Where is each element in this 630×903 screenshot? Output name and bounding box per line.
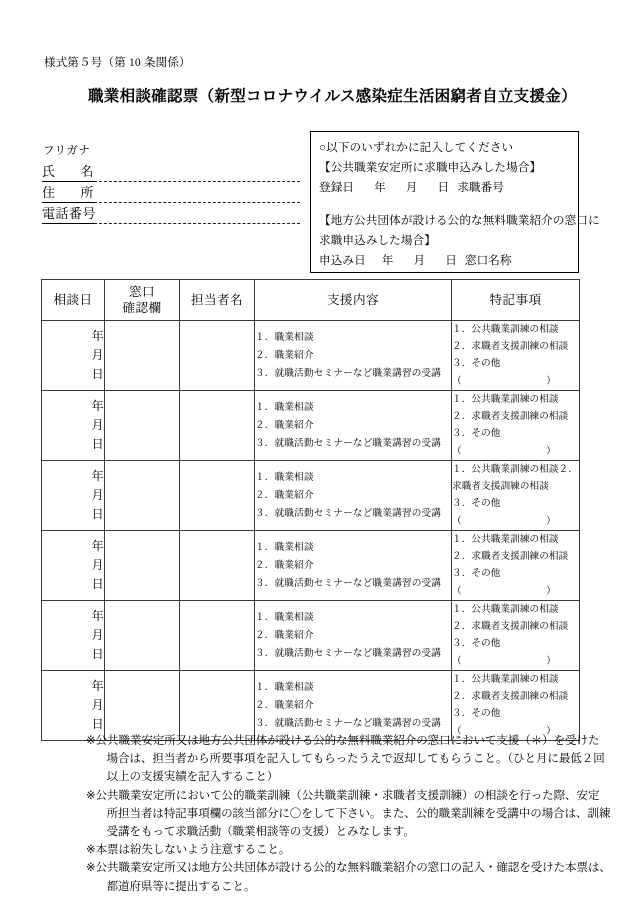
case1-date-label: 登録日 bbox=[319, 181, 355, 194]
instruction-spacer bbox=[319, 198, 570, 211]
cell-special-notes[interactable] bbox=[452, 671, 580, 741]
cell-window-check[interactable] bbox=[105, 671, 180, 741]
date-month: 月 bbox=[91, 628, 104, 642]
address-label bbox=[42, 184, 94, 203]
footnotes bbox=[86, 732, 611, 896]
header-staff-name: 担当者名 bbox=[180, 280, 255, 321]
note-option-3[interactable]: ３．その他 bbox=[452, 498, 501, 509]
cell-support-content[interactable] bbox=[255, 321, 452, 391]
cell-special-notes[interactable] bbox=[452, 461, 580, 531]
cell-window-check[interactable] bbox=[105, 601, 180, 671]
footnote-text bbox=[96, 859, 611, 895]
note-option-1[interactable]: １．公共職業訓練の相談 bbox=[452, 604, 559, 615]
cell-staff-name[interactable] bbox=[180, 461, 255, 531]
note-option-3[interactable]: ３．その他 bbox=[452, 568, 501, 579]
note-option-3[interactable]: ３．その他 bbox=[452, 638, 501, 649]
date-year: 年 bbox=[91, 609, 104, 623]
page-title: 職業相談確認票（新型コロナウイルス感染症生活困窮者自立支援金） bbox=[88, 88, 577, 105]
name-field-row bbox=[42, 161, 300, 182]
phone-input[interactable] bbox=[94, 206, 300, 224]
cell-staff-name[interactable] bbox=[180, 601, 255, 671]
cell-consultation-date[interactable] bbox=[42, 391, 105, 461]
footnote bbox=[86, 859, 611, 895]
date-day: 日 bbox=[91, 717, 104, 731]
case1-entry-line bbox=[319, 178, 570, 198]
footnote-line: 公共職業安定所又は地方公共団体が設ける公的な無料職業紹介の窓口において支援（＊）を受けた bbox=[95, 735, 600, 747]
table-row bbox=[42, 671, 580, 741]
cell-window-check[interactable] bbox=[105, 391, 180, 461]
paren-close: ） bbox=[546, 516, 556, 527]
note-option-2[interactable]: ２．求職者支援訓練の相談 bbox=[452, 621, 569, 632]
case1-heading: 【公共職業安定所に求職申込みした場合】 bbox=[319, 161, 542, 174]
cell-consultation-date[interactable] bbox=[42, 671, 105, 741]
cell-special-notes[interactable] bbox=[452, 321, 580, 391]
instruction-intro: ○以下のいずれかに記入してください bbox=[319, 141, 514, 154]
footnote-line: 場合は、担当者から所要事項を記入してもらったうえで返却してもらうこと。（ひと月に最低２回 bbox=[106, 753, 605, 766]
header-consultation-date: 相談日 bbox=[42, 280, 105, 321]
name-label-char2: 名 bbox=[80, 164, 94, 179]
cell-consultation-date[interactable] bbox=[42, 601, 105, 671]
case2-heading-line1: 【地方公共団体が設ける公的な無料職業紹介の窓口に bbox=[319, 214, 600, 227]
case2-heading-line2: 求職申込みした場合】 bbox=[319, 234, 436, 247]
address-label-char2: 所 bbox=[80, 185, 94, 200]
date-day: 日 bbox=[91, 647, 104, 661]
paren-open: （ bbox=[452, 516, 462, 527]
footnote-line: 受講をもって求職活動（職業相談等の支援）とみなします。 bbox=[106, 826, 415, 839]
support-option-1[interactable]: １．職業相談 bbox=[255, 401, 314, 413]
paren-open: （ bbox=[452, 586, 462, 597]
cell-special-notes[interactable] bbox=[452, 531, 580, 601]
table-header-row bbox=[42, 280, 580, 321]
footnote-line: 公共職業安定所又は地方公共団体が設ける公的な無料職業紹介の窓口の記入・確認を受けた本票は、 bbox=[95, 862, 611, 875]
date-year: 年 bbox=[91, 469, 104, 483]
address-field-row bbox=[42, 182, 300, 203]
instruction-box bbox=[310, 131, 600, 273]
table-row bbox=[42, 321, 580, 391]
note-option-2[interactable]: ２．求職者支援訓練の相談 bbox=[452, 691, 569, 702]
date-year: 年 bbox=[91, 679, 104, 693]
support-option-3[interactable]: ３．就職活動セミナーなど職業講習の受講 bbox=[255, 577, 442, 589]
note-option-1[interactable]: １．公共職業訓練の相談 bbox=[452, 674, 559, 685]
date-month: 月 bbox=[91, 488, 104, 502]
case2-day[interactable]: 日 bbox=[445, 254, 457, 267]
furigana-label: フリガナ bbox=[43, 145, 91, 157]
support-option-1[interactable]: １．職業相談 bbox=[255, 611, 314, 623]
footnote-line: 都道府県等に提出すること。 bbox=[106, 880, 256, 893]
case1-number-label[interactable]: 求職番号 bbox=[457, 181, 504, 194]
footnote-text bbox=[96, 787, 611, 842]
footnote-marker-icon: ※ bbox=[86, 789, 96, 802]
header-special-notes: 特記事項 bbox=[452, 280, 580, 321]
cell-staff-name[interactable] bbox=[180, 531, 255, 601]
date-year: 年 bbox=[91, 399, 104, 413]
paren-close: ） bbox=[546, 656, 556, 667]
cell-support-content[interactable] bbox=[255, 671, 452, 741]
case1-month[interactable]: 月 bbox=[405, 181, 418, 194]
note-other-input[interactable] bbox=[452, 372, 556, 390]
support-option-2[interactable]: ２．職業紹介 bbox=[255, 699, 314, 711]
support-option-3[interactable]: ３．就職活動セミナーなど職業講習の受講 bbox=[255, 717, 442, 729]
support-option-2[interactable]: ２．職業紹介 bbox=[255, 349, 314, 361]
case2-year[interactable]: 年 bbox=[381, 254, 394, 267]
footnote bbox=[86, 841, 586, 859]
case2-month[interactable]: 月 bbox=[413, 254, 426, 267]
cell-staff-name[interactable] bbox=[180, 391, 255, 461]
note-option-3[interactable]: ３．その他 bbox=[452, 358, 501, 369]
case1-year[interactable]: 年 bbox=[374, 181, 386, 194]
support-option-3[interactable]: ３．就職活動セミナーなど職業講習の受講 bbox=[255, 507, 442, 519]
support-option-2[interactable]: ２．職業紹介 bbox=[255, 489, 314, 501]
paren-close: ） bbox=[546, 446, 556, 457]
date-month: 月 bbox=[91, 698, 104, 712]
name-label bbox=[42, 163, 94, 182]
note-option-1[interactable]: １．公共職業訓練の相談 bbox=[452, 534, 559, 545]
footnote-text bbox=[96, 732, 605, 787]
paren-close: ） bbox=[546, 726, 556, 737]
cell-special-notes[interactable] bbox=[452, 391, 580, 461]
consultation-table bbox=[41, 279, 580, 741]
footnote-marker-icon: ※ bbox=[86, 862, 96, 875]
note-option-1[interactable]: １．公共職業訓練の相談２． bbox=[452, 464, 579, 475]
case2-date-label: 申込み日 bbox=[319, 254, 366, 267]
date-month: 月 bbox=[91, 348, 104, 362]
address-label-char1: 住 bbox=[42, 185, 56, 200]
name-input[interactable] bbox=[94, 164, 300, 182]
support-option-2[interactable]: ２．職業紹介 bbox=[255, 629, 314, 641]
note-option-3[interactable]: ３．その他 bbox=[452, 428, 501, 439]
support-option-3[interactable]: ３．就職活動セミナーなど職業講習の受講 bbox=[255, 367, 442, 379]
date-month: 月 bbox=[91, 418, 104, 432]
applicant-fields bbox=[42, 142, 300, 224]
phone-label: 電話番号 bbox=[42, 205, 94, 224]
case1-day[interactable]: 日 bbox=[437, 181, 450, 194]
case2-entry-line bbox=[319, 251, 570, 271]
support-option-1[interactable]: １．職業相談 bbox=[255, 681, 314, 693]
address-input[interactable] bbox=[94, 185, 300, 203]
cell-support-content[interactable] bbox=[255, 391, 452, 461]
cell-consultation-date[interactable] bbox=[42, 531, 105, 601]
date-day: 日 bbox=[91, 367, 104, 381]
phone-field-row bbox=[42, 203, 300, 224]
paren-open: （ bbox=[452, 656, 462, 667]
note-other-input[interactable] bbox=[452, 442, 556, 460]
note-other-input[interactable] bbox=[452, 652, 556, 670]
cell-support-content[interactable] bbox=[255, 461, 452, 531]
case2-office-label[interactable]: 窓口名称 bbox=[464, 254, 512, 267]
note-other-input[interactable] bbox=[452, 512, 556, 530]
note-option-1[interactable]: １．公共職業訓練の相談 bbox=[452, 324, 559, 335]
support-option-1[interactable]: １．職業相談 bbox=[255, 541, 314, 553]
footnote-line: 公共職業安定所において公的職業訓練（公共職業訓練・求職者支援訓練）の相談を行った際、安定 bbox=[95, 789, 600, 802]
support-option-2[interactable]: ２．職業紹介 bbox=[255, 559, 314, 571]
support-option-3[interactable]: ３．就職活動セミナーなど職業講習の受講 bbox=[255, 647, 442, 659]
form-number: 様式第５号（第 10 条関係） bbox=[44, 57, 191, 69]
table-row bbox=[42, 391, 580, 461]
table-row bbox=[42, 461, 580, 531]
footnote-text bbox=[96, 841, 586, 859]
cell-window-check[interactable] bbox=[105, 321, 180, 391]
cell-support-content[interactable] bbox=[255, 531, 452, 601]
name-label-char1: 氏 bbox=[42, 164, 56, 179]
header-window-check bbox=[105, 280, 180, 321]
footnote-line: 所担当者は特記事項欄の該当部分に〇をして下さい。また、公的職業訓練を受講中の場合は、訓練 bbox=[106, 807, 611, 820]
cell-special-notes[interactable] bbox=[452, 601, 580, 671]
note-option-2[interactable]: ２．求職者支援訓練の相談 bbox=[452, 341, 569, 352]
cell-support-content[interactable] bbox=[255, 601, 452, 671]
paren-close: ） bbox=[546, 376, 556, 387]
date-day: 日 bbox=[91, 577, 104, 591]
footnote bbox=[86, 787, 611, 842]
cell-consultation-date[interactable] bbox=[42, 321, 105, 391]
footnote-line: 以上の支援実績を記入すること） bbox=[106, 771, 279, 784]
header-window-check-line1: 窓口 bbox=[129, 285, 155, 299]
support-option-3[interactable]: ３．就職活動セミナーなど職業講習の受講 bbox=[255, 437, 442, 449]
cell-staff-name[interactable] bbox=[180, 671, 255, 741]
date-day: 日 bbox=[91, 437, 104, 451]
paren-open: （ bbox=[452, 446, 462, 457]
note-option-2[interactable]: ２．求職者支援訓練の相談 bbox=[452, 551, 569, 562]
note-option-2[interactable]: 求職者支援訓練の相談 bbox=[452, 481, 549, 492]
footnote-marker-icon: ※ bbox=[86, 844, 96, 857]
note-option-2[interactable]: ２．求職者支援訓練の相談 bbox=[452, 411, 569, 422]
footnote bbox=[86, 732, 605, 787]
paren-open: （ bbox=[452, 726, 462, 737]
support-option-1[interactable]: １．職業相談 bbox=[255, 331, 314, 343]
table-row bbox=[42, 531, 580, 601]
date-month: 月 bbox=[91, 558, 104, 572]
support-option-1[interactable]: １．職業相談 bbox=[255, 471, 314, 483]
header-support-content: 支援内容 bbox=[255, 280, 452, 321]
date-year: 年 bbox=[91, 329, 104, 343]
note-option-3[interactable]: ３．その他 bbox=[452, 708, 501, 719]
support-option-2[interactable]: ２．職業紹介 bbox=[255, 419, 314, 431]
cell-window-check[interactable] bbox=[105, 461, 180, 531]
footnote-line: 本票は紛失しないよう注意すること。 bbox=[95, 844, 291, 857]
date-day: 日 bbox=[91, 507, 104, 521]
note-option-1[interactable]: １．公共職業訓練の相談 bbox=[452, 394, 559, 405]
cell-staff-name[interactable] bbox=[180, 321, 255, 391]
header-window-check-line2: 確認欄 bbox=[122, 301, 162, 315]
paren-open: （ bbox=[452, 376, 462, 387]
note-other-input[interactable] bbox=[452, 582, 556, 600]
footnote-marker-icon: ※ bbox=[86, 735, 96, 747]
paren-close: ） bbox=[546, 586, 556, 597]
table-row bbox=[42, 601, 580, 671]
date-year: 年 bbox=[91, 539, 104, 553]
cell-window-check[interactable] bbox=[105, 531, 180, 601]
cell-consultation-date[interactable] bbox=[42, 461, 105, 531]
